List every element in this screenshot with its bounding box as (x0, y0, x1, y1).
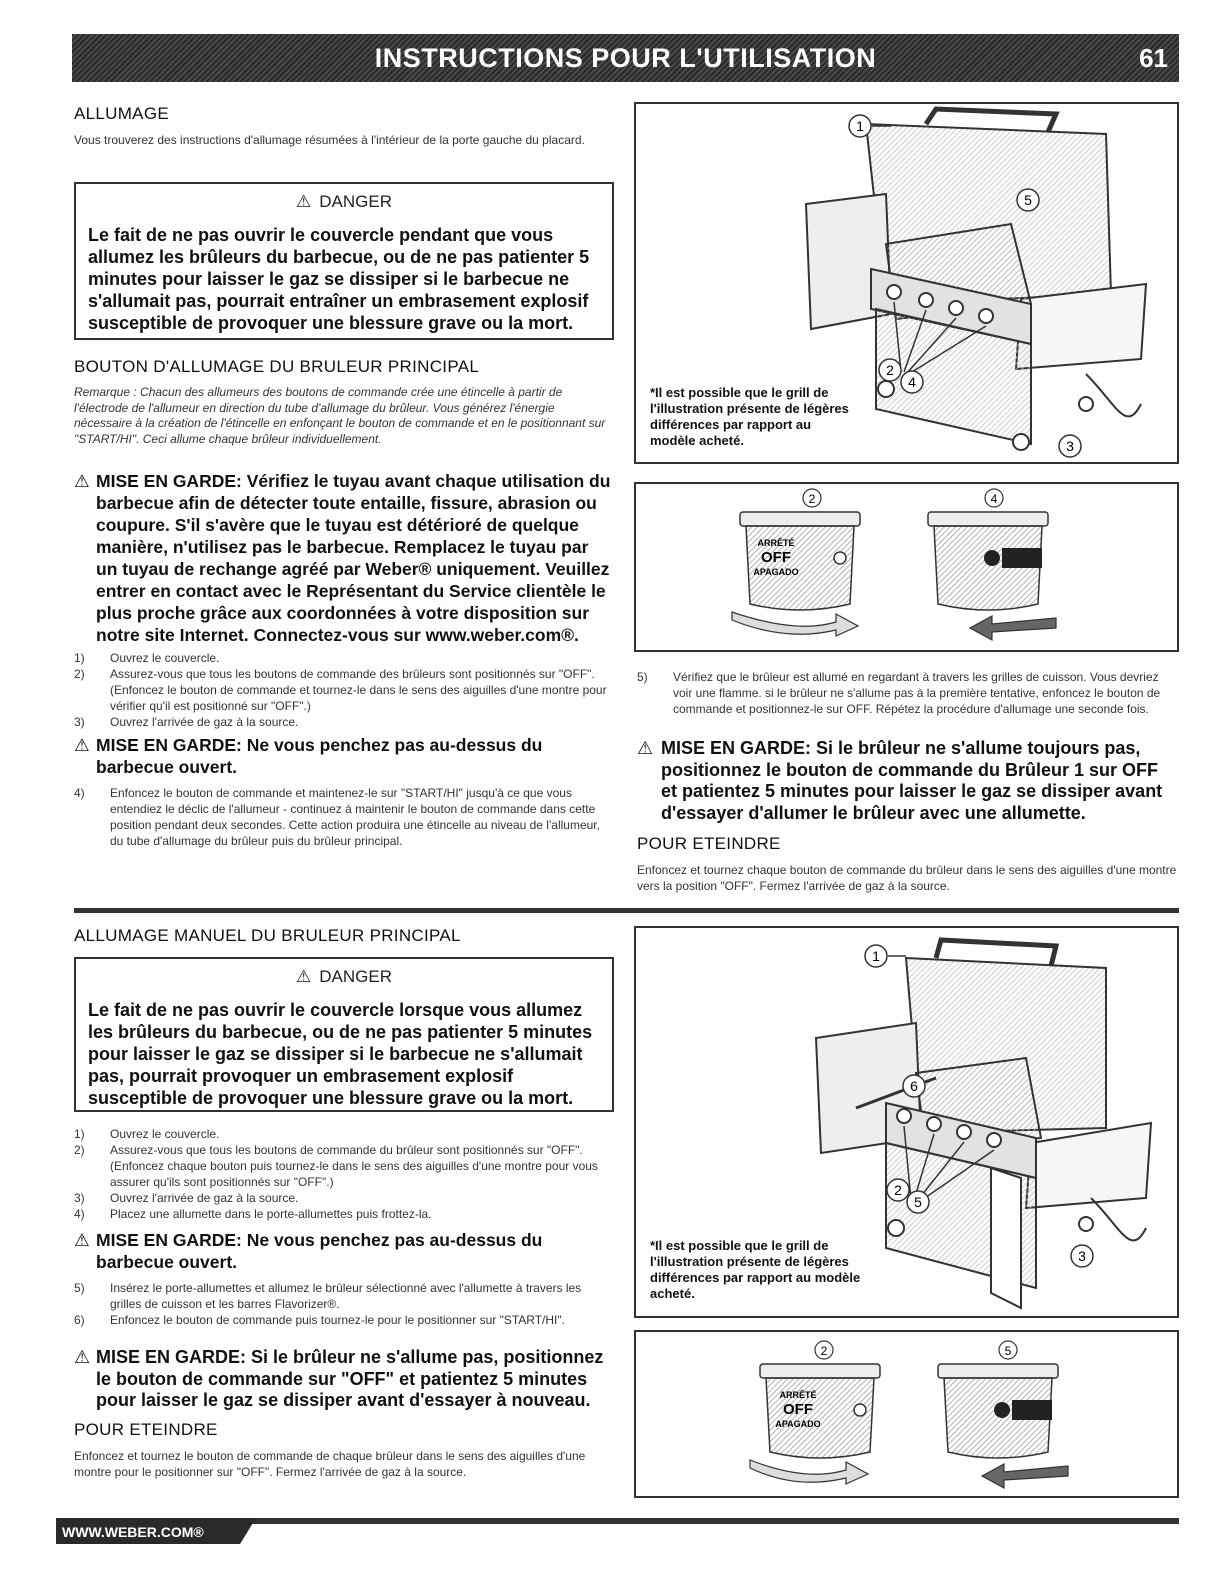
rotate-arrow-icon (732, 612, 858, 636)
knob-icon (957, 1125, 971, 1139)
knob-figure-2 (634, 1330, 1179, 1498)
eteindre-text: Enfoncez et tournez chaque bouton de commande du brûleur dans le sens des aiguilles d'une montre vers la position "OFF". Fermez l'arrivée de gaz à la source. (637, 863, 1177, 893)
list-item: 1) Ouvrez le couvercle. (74, 1127, 220, 1141)
warning-triangle-icon: ⚠ (74, 735, 90, 755)
warning-triangle-icon: ⚠ (637, 738, 654, 758)
knob-icon (919, 293, 933, 307)
knob-start (938, 1341, 1068, 1488)
right-side-table (1016, 284, 1146, 369)
danger-box-2 (74, 957, 614, 1112)
svg-text:2: 2 (886, 362, 894, 378)
knob-illustration (636, 484, 1177, 650)
warning-triangle-icon: ⚠ (296, 192, 312, 211)
wheel-icon (888, 1220, 904, 1236)
manuel-steps-a (74, 1126, 614, 1222)
knob-icon (887, 285, 901, 299)
figure-caption: *Il est possible que le grill de l'illustration présente de légères différences par rapport au modèle acheté. (650, 385, 860, 449)
off-indicator-icon (854, 1404, 866, 1416)
flame-scale (1002, 548, 1042, 568)
svg-text:OFF: OFF (783, 1401, 813, 1418)
list-item: 2) Assurez-vous que tous les boutons de commande du brûleur sont positionnés sur "OFF". (Enfoncez chaque bouton puis tournez-le dans le sens des aiguilles d'une montre pour vous assurer qu'ils sont positionnés sur "OFF".) (74, 1143, 598, 1189)
figure-caption: *Il est possible que le grill de l'illustration présente de légères différences par rapport au modèle acheté. (650, 1238, 875, 1302)
manuel-section (74, 926, 614, 946)
eteindre-section-1 (637, 834, 1179, 894)
list-item: 5) Insérez le porte-allumettes et allumez le brûleur sélectionné avec l'allumette à travers les grilles de cuisson et les barres Flavorizer®. (74, 1281, 582, 1311)
list-item: 4) Placez une allumette dans le porte-allumettes puis frottez-la. (74, 1207, 432, 1221)
gas-hose (1091, 1198, 1146, 1240)
danger-title: ⚠ DANGER (296, 192, 392, 211)
gas-hose (1086, 374, 1141, 416)
svg-text:2: 2 (894, 1182, 902, 1198)
warning-lean-text: MISE EN GARDE: Ne vous penchez pas au-dessus du barbecue ouvert. (96, 735, 543, 777)
svg-text:2: 2 (820, 1344, 828, 1358)
wheel-icon (1079, 397, 1093, 411)
knob-start (928, 489, 1056, 640)
svg-text:1: 1 (872, 948, 880, 964)
section-divider (74, 908, 1179, 913)
eteindre-heading: POUR ETEINDRE (637, 834, 781, 853)
knob-figure-1 (634, 482, 1179, 652)
manuel-steps-b (74, 1280, 614, 1328)
allumage-heading: ALLUMAGE (74, 104, 169, 123)
right-side-table (1026, 1123, 1151, 1208)
warning-match-text: MISE EN GARDE: Si le brûleur ne s'allume toujours pas, positionnez le bouton de commande du Brûleur 1 sur OFF et patientez 5 minutes pour laisser le gaz se dissiper avant d'essayer d'allumer le brûleur avec une allumette. (661, 738, 1163, 823)
svg-text:5: 5 (914, 1194, 922, 1210)
open-door (991, 1168, 1021, 1308)
rotate-arrow-icon (982, 1464, 1068, 1488)
knob-off (750, 1341, 880, 1484)
start-indicator-icon (984, 550, 1000, 566)
rotate-arrow-icon (970, 616, 1056, 640)
list-item: 5) Vérifiez que le brûleur est allumé en regardant à travers les grilles de cuisson. Vous devriez voir une flamme. si le brûleur ne s'allume pas à la première tentative, enfoncez le bouton de commande et positionnez-le sur OFF. Répétez la procédure d'allumage une seconde fois. (637, 670, 1161, 716)
danger-text: Le fait de ne pas ouvrir le couvercle lorsque vous allumez les brûleurs du barbecue, ou de ne pas patienter 5 minutes pour laisser le gaz se dissiper si le barbecue ne s'allumait pas, pourrait provoquer un embrasement explosif susceptible de provoquer une blessure grave ou la mort. (88, 1000, 593, 1108)
danger-box-1 (74, 182, 614, 340)
warning-triangle-icon: ⚠ (74, 1347, 91, 1367)
page-number: 61 (1139, 43, 1168, 73)
list-item: 2) Assurez-vous que tous les boutons de commande des brûleurs sont positionnés sur "OFF". (Enfoncez le bouton de commande et tournez-le dans le sens des aiguilles d'une montre pour vérifier qu'il est positionné sur "OFF".) (74, 667, 607, 713)
list-item: 1) Ouvrez le couvercle. (74, 651, 220, 665)
svg-text:1: 1 (856, 118, 864, 134)
warning-match (637, 738, 1179, 824)
warning-retry-text: MISE EN GARDE: Si le brûleur ne s'allume pas, positionnez le bouton de commande sur "OFF" et patientez 5 minutes pour laisser le gaz se dissiper avant d'essayer à nouveau. (96, 1347, 604, 1410)
knob-icon (897, 1109, 911, 1123)
svg-text:APAGADO: APAGADO (753, 567, 799, 577)
list-item: 4) Enfoncez le bouton de commande et maintenez-le sur "START/HI" jusqu'à ce que vous entendiez le déclic de l'allumeur - continuez à maintenir le bouton de commande dans cette position pendant deux secondes. Cette action produira une étincelle au niveau de l'allumeur, du tube d'allumage du brûleur puis du brûleur principal. (74, 786, 600, 848)
warning-triangle-icon: ⚠ (74, 471, 90, 491)
danger-text: Le fait de ne pas ouvrir le couvercle pendant que vous allumez les brûleurs du barbecue, ou de ne pas patienter 5 minutes pour laisser le gaz se dissiper si le barbecue ne s'allumait pas, pourrait entraîner un embrasement explosif susceptible de provoquer une blessure grave ou la mort. (88, 225, 590, 333)
warning-hose-text: MISE EN GARDE: Vérifiez le tuyau avant chaque utilisation du barbecue afin de détecter toute entaille, fissure, abrasion ou coupure. S'il s'avère que le tuyau est détérioré de quelque manière, n'utilisez pas le barbecue. Remplacez le tuyau par un tuyau de rechange agréé par Weber® uniquement. Veuillez entrer en contact avec le Représentant du Service clientèle le plus proche grâce aux coordonnées à votre disposition sur notre site Internet. Connectez-vous sur www.weber.com®. (96, 471, 611, 645)
allumage-section (74, 104, 614, 148)
svg-text:4: 4 (908, 374, 916, 390)
svg-text:5: 5 (1024, 192, 1032, 208)
steps-list-a (74, 650, 614, 730)
warning-lean-2-text: MISE EN GARDE: Ne vous penchez pas au-dessus du barbecue ouvert. (96, 1230, 543, 1272)
step-5 (637, 669, 1179, 717)
wheel-icon (1079, 1217, 1093, 1231)
warning-triangle-icon: ⚠ (296, 967, 312, 986)
svg-text:APAGADO: APAGADO (775, 1419, 821, 1429)
eteindre-section-2 (74, 1420, 614, 1480)
list-item: 3) Ouvrez l'arrivée de gaz à la source. (74, 1191, 299, 1205)
knob-illustration (636, 1332, 1177, 1496)
grill-figure-2 (634, 926, 1179, 1318)
flame-scale (1012, 1400, 1052, 1420)
svg-text:5: 5 (1004, 1344, 1012, 1358)
manuel-heading: ALLUMAGE MANUEL DU BRULEUR PRINCIPAL (74, 926, 461, 945)
svg-text:OFF: OFF (761, 549, 791, 566)
warning-lean (74, 734, 614, 778)
knob-icon (979, 309, 993, 323)
list-item: 3) Ouvrez l'arrivée de gaz à la source. (74, 715, 299, 729)
rotate-arrow-icon (750, 1460, 868, 1484)
svg-text:3: 3 (1066, 438, 1074, 454)
start-indicator-icon (994, 1402, 1010, 1418)
wheel-icon (1013, 434, 1029, 450)
callout-6 (903, 1075, 925, 1097)
svg-text:ARRÊTÉ: ARRÊTÉ (779, 1390, 817, 1400)
svg-text:2: 2 (808, 492, 816, 506)
warning-hose (74, 470, 614, 646)
allumage-intro: Vous trouverez des instructions d'allumage résumées à l'intérieur de la porte gauche du placard. (74, 133, 585, 147)
svg-text:3: 3 (1078, 1248, 1086, 1264)
wheel-icon (878, 381, 894, 397)
danger-title: ⚠ DANGER (296, 967, 392, 986)
off-indicator-icon (834, 552, 846, 564)
warning-retry (74, 1347, 614, 1412)
knob-off (732, 489, 860, 636)
grill-figure-1 (634, 102, 1179, 464)
eteindre-heading: POUR ETEINDRE (74, 1420, 218, 1439)
list-item: 6) Enfoncez le bouton de commande puis tournez-le pour le positionner sur "START/HI". (74, 1313, 565, 1327)
svg-text:ARRÊTÉ: ARRÊTÉ (757, 538, 795, 548)
eteindre-text: Enfoncez et tournez le bouton de commande de chaque brûleur dans le sens des aiguilles d'une montre pour le positionner sur "OFF". Fermez l'arrivée de gaz à la source. (74, 1449, 586, 1479)
svg-text:6: 6 (910, 1078, 918, 1094)
svg-text:4: 4 (990, 492, 998, 506)
bouton-section (74, 357, 614, 447)
footer-url[interactable]: WWW.WEBER.COM® (62, 1524, 204, 1540)
callout-5 (1017, 189, 1039, 211)
callout-1 (865, 945, 906, 967)
warning-lean-2 (74, 1229, 614, 1273)
knob-icon (949, 301, 963, 315)
steps-list-b (74, 785, 614, 849)
knob-icon (987, 1133, 1001, 1147)
bouton-remark: Remarque : Chacun des allumeurs des boutons de commande crée une étincelle à partir de l'électrode de l'allumeur en direction du tube d'allumage du brûleur. Vous générez l'énergie nécessaire à la création de l'étincelle en enfonçant le bouton de commande et en le positionnant sur "START/HI". Ceci allume chaque brûleur individuellement. (74, 385, 606, 446)
warning-triangle-icon: ⚠ (74, 1230, 90, 1250)
callout-3 (1059, 435, 1081, 457)
knob-icon (927, 1117, 941, 1131)
bouton-heading: BOUTON D'ALLUMAGE DU BRULEUR PRINCIPAL (74, 357, 480, 376)
callout-3 (1071, 1245, 1093, 1267)
page-title: INSTRUCTIONS POUR L'UTILISATION (374, 43, 877, 73)
